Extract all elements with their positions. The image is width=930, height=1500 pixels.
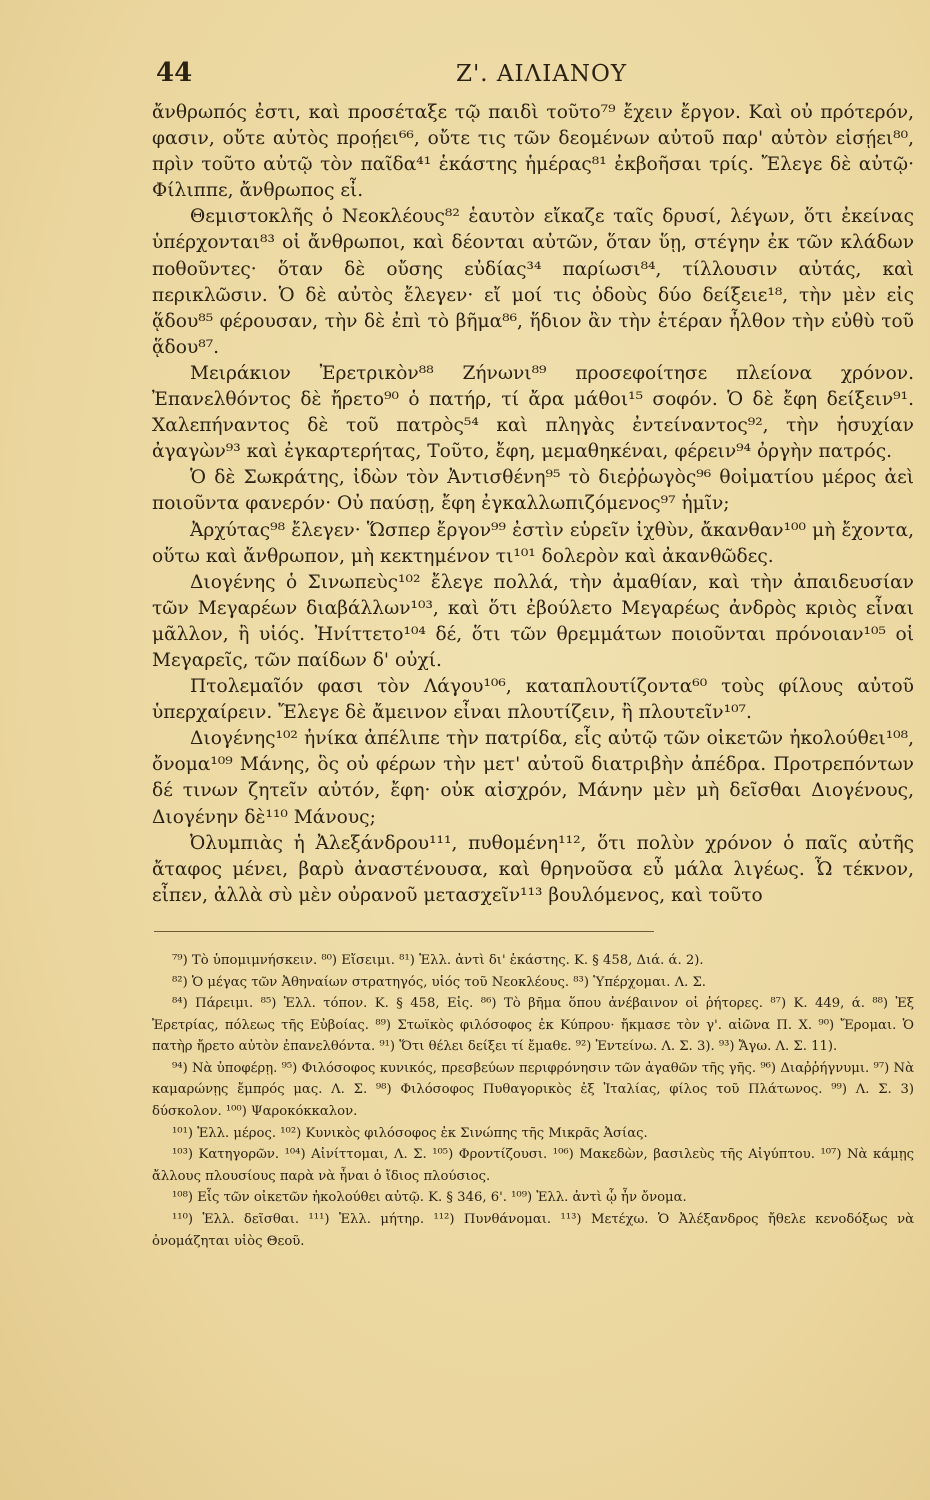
footnote-line: ¹⁰³) Κατηγορῶν. ¹⁰⁴) Αἰνίττομαι, Λ. Σ. ¹⁰⁵) Φροντίζουσι. ¹⁰⁶) Μακεδὼν, βασιλεὺς τῆς Αἰγύπτου. ¹⁰⁷) Νὰ κάμῃς ἄλλους πλουσίους παρὰ νὰ ἦναι ὁ ἴδιος πλούσιος. [152, 1147, 914, 1184]
paragraph: Μειράκιον Ἐρετρικὸν⁸⁸ Ζήνωνι⁸⁹ προσεφοίτησε πλείονα χρόνον. Ἐπανελθόντος δὲ ἤρετο⁹⁰ ὁ πατήρ, τί ἄρα μάθοι¹⁵ σοφόν. Ὁ δὲ ἔφη δείξειν⁹¹. Χαλεπήναντος δὲ τοῦ πατρὸς⁵⁴ καὶ πληγὰς ἐντείναντος⁹², τὴν ἡσυχίαν ἀγαγὼν⁹³ καὶ ἐγκαρτερήτας, Τοῦτο, ἔφη, μεμαθηκέναι, φέρειν⁹⁴ ὀργὴν πατρός. [152, 362, 914, 463]
paragraph: Διογένης¹⁰² ἡνίκα ἀπέλιπε τὴν πατρίδα, εἷς αὐτῷ τῶν οἰκετῶν ἠκολούθει¹⁰⁸, ὄνομα¹⁰⁹ Μάνης, ὃς οὐ φέρων τὴν μετ' αὐτοῦ διατριβὴν ἀπέδρα. Προτρεπόντων δέ τινων ζητεῖν αὐτόν, ἔφη· οὐκ αἰσχρόν, Μάνην μὲν μὴ δεῖσθαι Διογένους, Διογένην δὲ¹¹⁰ Μάνους; [152, 728, 914, 828]
footnote-line: ¹¹⁰) Ἑλλ. δεῖσθαι. ¹¹¹) Ἑλλ. μήτηρ. ¹¹²) Πυνθάνομαι. ¹¹³) Μετέχω. Ὁ Ἀλέξανδρος ἤθελε κενοδόξως νὰ ὀνομάζηται υἱὸς Θεοῦ. [152, 1212, 914, 1249]
footnote-line: ⁸²) Ὁ μέγας τῶν Ἀθηναίων στρατηγός, υἱός τοῦ Νεοκλέους. ⁸³) Ὑπέρχομαι. Λ. Σ. [172, 974, 707, 990]
footnote-line: ⁷⁹) Τὸ ὑπομιμνήσκειν. ⁸⁰) Εἴσειμι. ⁸¹) Ἑλλ. ἀντὶ δι' ἑκάστης. Κ. § 458, Διά. ά. 2). [172, 952, 704, 968]
page-header [156, 58, 914, 98]
paragraph: Ἀρχύτας⁹⁸ ἔλεγεν· Ὥσπερ ἔργον⁹⁹ ἐστὶν εὑρεῖν ἰχθὺν, ἄκανθαν¹⁰⁰ μὴ ἔχοντα, οὕτω καὶ ἄνθρωπον, μὴ κεκτημένον τι¹⁰¹ δολερὸν καὶ ἀκανθῶδες. [152, 519, 914, 567]
footnotes [152, 950, 914, 1252]
paragraph: ἄνθρωπός ἐστι, καὶ προσέταξε τῷ παιδὶ τοῦτο⁷⁹ ἔχειν ἔργον. Καὶ οὐ πρότερόν, φασιν, οὔτε αὐτὸς προῄει⁶⁶, οὔτε τις τῶν δεομένων αὐτοῦ παρ' αὐτὸν εἰσῄει⁸⁰, πρὶν τοῦτο αὐτῷ τὸν παῖδα⁴¹ ἑκάστης ἡμέρας⁸¹ ἐκβοῆσαι τρίς. Ἔλεγε δὲ αὐτῷ· Φίλιππε, ἄνθρωπος εἶ. [152, 102, 914, 202]
paragraph: Ὁ δὲ Σωκράτης, ἰδὼν τὸν Ἀντισθένη⁹⁵ τὸ διεῤῥωγὸς⁹⁶ θοἰματίου μέρος ἀεὶ ποιοῦντα φανερόν· Οὐ παύσῃ, ἔφη ἐγκαλλωπιζόμενος⁹⁷ ἡμῖν; [152, 467, 914, 515]
footnote-line: ¹⁰⁸) Εἷς τῶν οἰκετῶν ἠκολούθει αὐτῷ. Κ. § 346, 6'. ¹⁰⁹) Ἑλλ. ἀντὶ ᾧ ἦν ὄνομα. [172, 1190, 687, 1206]
footnote-line: ⁹⁴) Νὰ ὑποφέρῃ. ⁹⁵) Φιλόσοφος κυνικός, πρεσβεύων περιφρόνησιν τῶν ἀγαθῶν τῆς γῆς. ⁹⁶) Διαῤῥήγνυμι. ⁹⁷) Νὰ καμαρώνῃς ἔμπρός μας. Λ. Σ. ⁹⁸) Φιλόσοφος Πυθαγορικὸς ἐξ Ἰταλίας, φίλος τοῦ Πλάτωνος. ⁹⁹) Λ. Σ. 3) δύσκολον. ¹⁰⁰) Ψαροκόκκαλον. [152, 1060, 914, 1120]
main-text [152, 100, 914, 909]
page-number: 44 [156, 58, 193, 88]
paragraph: Θεμιστοκλῆς ὁ Νεοκλέους⁸² ἑαυτὸν εἴκαζε ταῖς δρυσί, λέγων, ὅτι ἐκείνας ὑπέρχονται⁸³ οἱ ἄνθρωποι, καὶ δέονται αὐτῶν, ὅταν ὕῃ, στέγην ἐκ τῶν κλάδων ποθοῦντες· ὅταν δὲ οὔσης εὐδίας³⁴ παρίωσι⁸⁴, τίλλουσιν αὐτάς, καὶ περικλῶσιν. Ὁ δὲ αὐτὸς ἔλεγεν· εἴ μοί τις ὁδοὺς δύο δείξειε¹⁸, τὴν μὲν εἰς ᾅδου⁸⁵ φέρουσαν, τὴν δὲ ἐπὶ τὸ βῆμα⁸⁶, ἥδιον ἂν τὴν ἑτέραν ἦλθον τὴν εὐθὺ τοῦ ᾅδου⁸⁷. [152, 206, 914, 358]
footnote-divider [154, 931, 654, 932]
paragraph: Ὀλυμπιὰς ἡ Ἀλεξάνδρου¹¹¹, πυθομένη¹¹², ὅτι πολὺν χρόνον ὁ παῖς αὐτῆς ἄταφος μένει, βαρὺ ἀναστένουσα, καὶ θρηνοῦσα εὖ μάλα λιγέως. Ὦ τέκνον, εἶπεν, ἀλλὰ σὺ μὲν οὐρανοῦ μετασχεῖν¹¹³ βουλόμενος, καὶ τοῦτο [152, 832, 914, 906]
paragraph: Πτολεμαῖόν φασι τὸν Λάγου¹⁰⁶, καταπλουτίζοντα⁶⁰ τοὺς φίλους αὐτοῦ ὑπερχαίρειν. Ἔλεγε δὲ ἄμεινον εἶναι πλουτίζειν, ἢ πλουτεῖν¹⁰⁷. [152, 676, 914, 724]
running-title: Ζ'. ΑΙΛΙΑΝΟΥ [456, 61, 628, 87]
footnote-line: ⁸⁴) Πάρειμι. ⁸⁵) Ἑλλ. τόπον. Κ. § 458, Εἰς. ⁸⁶) Τὸ βῆμα ὅπου ἀνέβαινον οἱ ῥήτορες. ⁸⁷) Κ. 449, ά. ⁸⁸) Ἐξ Ἐρετρίας, πόλεως τῆς Εὐβοίας. ⁸⁹) Στωϊκὸς φιλόσοφος ἐκ Κύπρου· ἤκμασε τὸν γ'. αἰῶνα Π. Χ. ⁹⁰) Ἔρομαι. Ὁ πατὴρ ἤρετο αὐτὸν ἐπανελθόντα. ⁹¹) Ὅτι θέλει δείξει τί ἔμαθε. ⁹²) Ἐντείνω. Λ. Σ. 3). ⁹³) Ἄγω. Λ. Σ. 11). [152, 996, 914, 1055]
footnote-line: ¹⁰¹) Ἑλλ. μέρος. ¹⁰²) Κυνικὸς φιλόσοφος ἐκ Σινώπης τῆς Μικρᾶς Ἀσίας. [172, 1125, 648, 1141]
paragraph: Διογένης ὁ Σινωπεὺς¹⁰² ἔλεγε πολλά, τὴν ἀμαθίαν, καὶ τὴν ἀπαιδευσίαν τῶν Μεγαρέων διαβάλλων¹⁰³, καὶ ὅτι ἐβούλετο Μεγαρέως ἀνδρὸς κριὸς εἶναι μᾶλλον, ἢ υἱός. Ἠνίττετο¹⁰⁴ δέ, ὅτι τῶν θρεμμάτων ποιοῦνται πρόνοιαν¹⁰⁵ οἱ Μεγαρεῖς, τῶν παίδων δ' οὐχί. [152, 571, 914, 671]
